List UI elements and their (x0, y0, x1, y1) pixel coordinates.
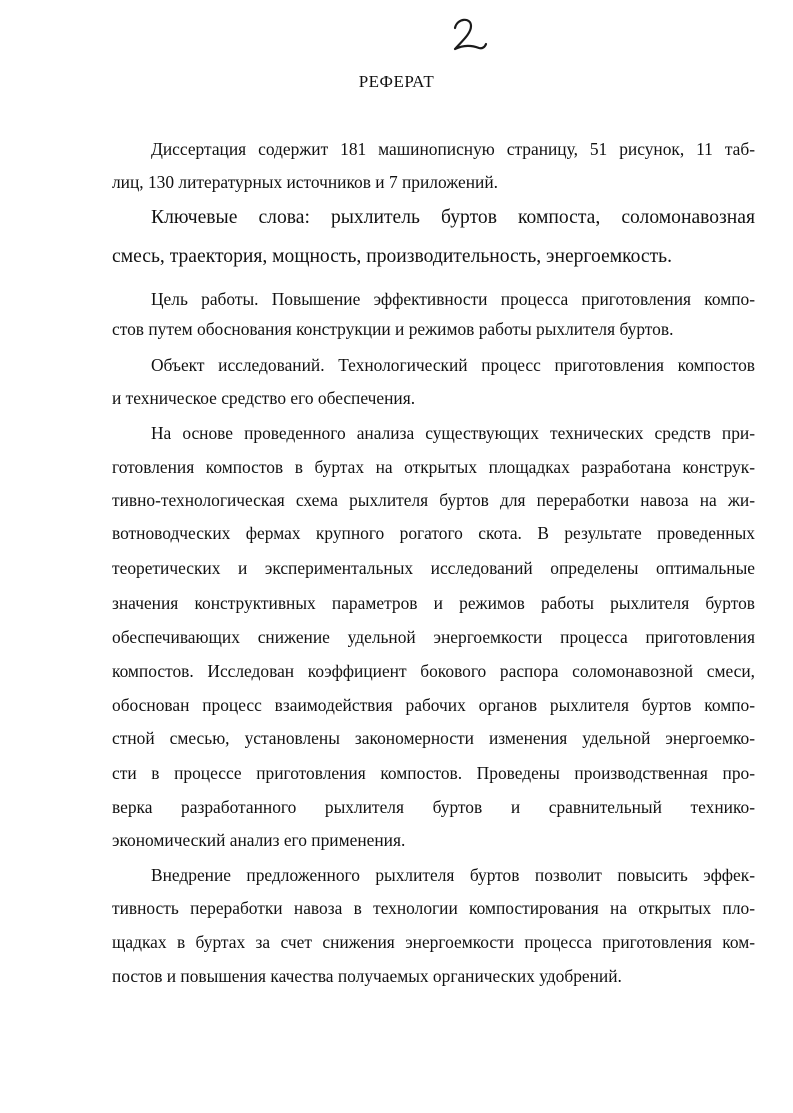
text-line: тивно-технологическая схема рыхлителя буртов для переработки навоза на жи- (112, 490, 755, 510)
text-line: обоснован процесс взаимодействия рабочих органов рыхлителя буртов компо- (112, 695, 755, 715)
text-line: верка разработанного рыхлителя буртов и сравнительный технико- (112, 797, 755, 817)
text-line: лиц, 130 литературных источников и 7 приложений. (112, 172, 499, 192)
text-line: компостов. Исследован коэффициент бокового распора соломонавозной смеси, (112, 661, 755, 681)
text-line: Цель работы. Повышение эффективности процесса приготовления компо- (151, 289, 755, 309)
text-line: стов путем обоснования конструкции и режимов работы рыхлителя буртов. (112, 319, 674, 339)
text-line: вотноводческих фермах крупного рогатого скота. В результате проведенных (112, 523, 755, 543)
text-line: стной смесью, установлены закономерности изменения удельной энергоемко- (112, 728, 755, 748)
text-line: тивность переработки навоза в технологии компостирования на открытых пло- (112, 898, 755, 918)
text-line: щадках в буртах за счет снижения энергоемкости процесса приготовления ком- (112, 932, 755, 952)
text-line: экономический анализ его применения. (112, 830, 406, 850)
text-line: обеспечивающих снижение удельной энергоемкости процесса приготовления (112, 627, 755, 647)
text-line: Внедрение предложенного рыхлителя буртов позволит повысить эффек- (151, 865, 755, 885)
page-number (449, 14, 489, 54)
text-line: значения конструктивных параметров и режимов работы рыхлителя буртов (112, 593, 755, 613)
text-line: и техническое средство его обеспечения. (112, 388, 416, 408)
text-line: готовления компостов в буртах на открытых площадках разработана конструк- (112, 457, 755, 477)
text-line: Объект исследований. Технологический процесс приготовления компостов (151, 355, 755, 375)
keywords-line: Ключевые слова: рыхлитель буртов компоста, соломонавозная (151, 207, 755, 228)
text-line: теоретических и экспериментальных исследований определены оптимальные (112, 558, 755, 578)
text-line: постов и повышения качества получаемых органических удобрений. (112, 966, 622, 986)
text-line: сти в процессе приготовления компостов. Проведены производственная про- (112, 763, 755, 783)
page-title: РЕФЕРАТ (358, 72, 435, 91)
text-line: Диссертация содержит 181 машинописную страницу, 51 рисунок, 11 таб- (151, 139, 755, 159)
handwritten-page-number-icon (449, 14, 489, 54)
text-line: На основе проведенного анализа существующих технических средств при- (151, 423, 755, 443)
keywords-line: смесь, траектория, мощность, производительность, энергоемкость. (112, 246, 673, 267)
